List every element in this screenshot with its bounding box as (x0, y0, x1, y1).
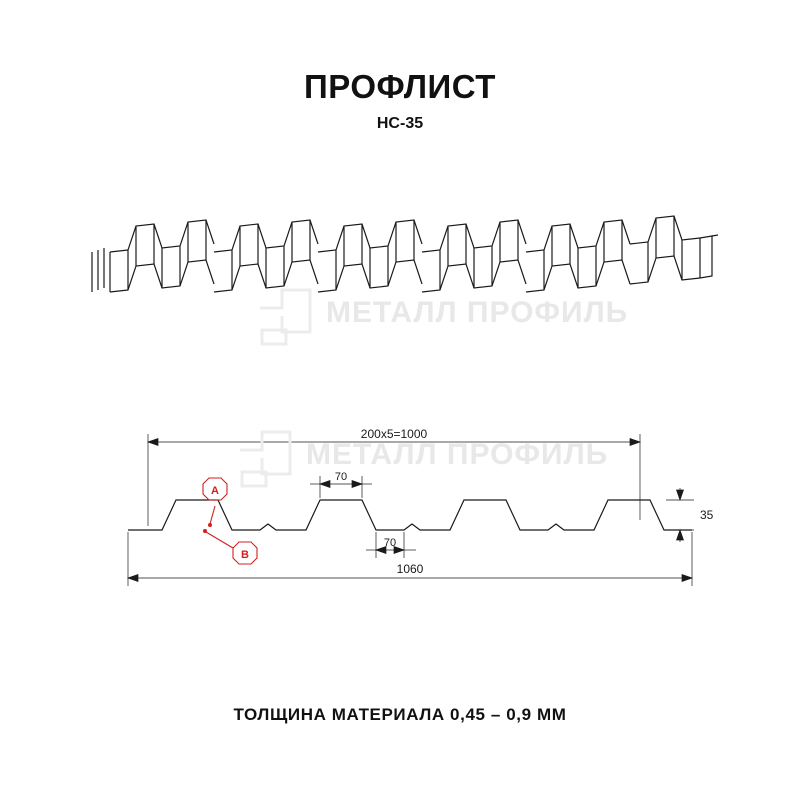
dimension-height (666, 488, 694, 542)
material-thickness-label: ТОЛЩИНА МАТЕРИАЛА 0,45 – 0,9 ММ (233, 705, 567, 724)
page-subtitle: НС-35 (376, 115, 424, 132)
dimension-height-label: 35 (700, 508, 714, 522)
callout-a-label: A (211, 485, 219, 497)
dimension-rib-top-label: 70 (334, 471, 348, 483)
callout-b (203, 529, 257, 564)
callout-a (203, 478, 227, 527)
svg-text:МЕТАЛЛ ПРОФИЛЬ: МЕТАЛЛ ПРОФИЛЬ (306, 438, 609, 471)
callout-b-label: B (241, 549, 249, 561)
isometric-profile-sheet (70, 200, 740, 340)
svg-text:МЕТАЛЛ ПРОФИЛЬ: МЕТАЛЛ ПРОФИЛЬ (326, 296, 629, 329)
page-title: ПРОФЛИСТ (304, 68, 496, 105)
cross-section-drawing (100, 420, 720, 610)
dimension-total-width (128, 532, 692, 586)
dimension-rib-bottom-label: 70 (383, 537, 397, 549)
dimension-pitch-label: 200х5=1000 (360, 427, 428, 441)
dimension-total-width-label: 1060 (396, 562, 424, 576)
dimension-pitch (148, 434, 640, 526)
